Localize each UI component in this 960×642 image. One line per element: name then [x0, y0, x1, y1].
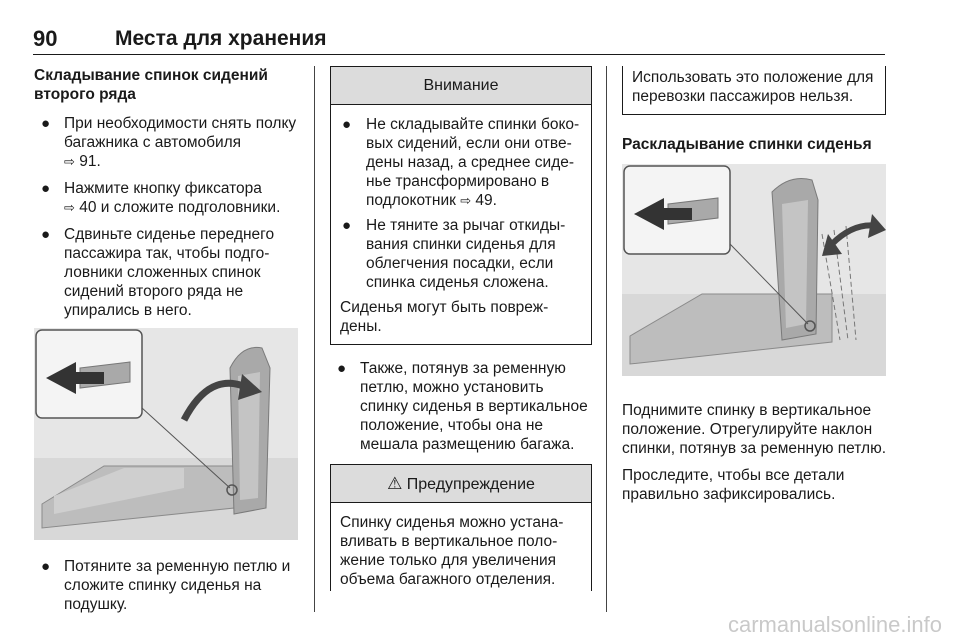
warning-box — [330, 464, 592, 591]
fold-heading: Складывание спинок сидений второго ряда — [34, 67, 268, 103]
list-item: ● Также, потянув за ременную петлю, можно установить спинку сиденья в вертикальное положение, чтобы она не мешала размещению багажа. — [337, 360, 588, 453]
column-1 — [34, 66, 300, 622]
unfold-paragraph-1: Поднимите спинку в вертикальное положение. Отрегулируйте наклон спинки, потянув за ременную петлю. — [622, 402, 887, 457]
notice-footer: Сиденья могут быть повреж-дены. — [340, 299, 549, 335]
bullet-icon: ● — [342, 217, 352, 234]
list-item: ● Сдвиньте сиденье переднего пассажира так, чтобы подго-ловники сложенных спинок сидений второго ряда не упирались в него. — [41, 226, 275, 319]
column-3 — [622, 66, 886, 504]
warning-title: Предупреждение — [406, 476, 535, 493]
bullet-icon: ● — [41, 226, 51, 243]
unfold-paragraph-2: Проследите, чтобы все детали правильно зафиксировались. — [622, 467, 845, 503]
page-ref-icon: ⇨ — [460, 193, 472, 208]
notice-body — [331, 105, 591, 344]
seat-unfolding-illustration — [622, 164, 886, 381]
list-item: ● Не складывайте спинки боко-вых сидений, если они отве-дены назад, а среднее сиде-нье трансформировано в подлокотник ⇨ 49. — [342, 116, 580, 209]
list-item: ● Не тяните за рычаг откиды-вания спинки сиденья для облегчения посадки, если спинка сиденья сложена. — [342, 217, 566, 291]
column-divider — [606, 66, 607, 612]
page-ref-icon: ⇨ — [64, 154, 75, 169]
steps-list-3 — [330, 359, 592, 454]
bullet-icon: ● — [41, 180, 51, 197]
column-2 — [330, 66, 592, 591]
column-divider — [314, 66, 315, 612]
warning-body — [331, 503, 591, 591]
bullet-icon: ● — [41, 558, 51, 575]
steps-list-2 — [34, 557, 300, 614]
unfold-heading: Раскладывание спинки сиденья — [622, 136, 872, 153]
page-ref-icon: ⇨ — [64, 200, 75, 215]
notice-box — [330, 66, 592, 345]
seat-folding-illustration — [34, 328, 298, 545]
watermark: carmanualsonline.info — [727, 612, 942, 637]
bullet-icon: ● — [342, 116, 352, 133]
page-number: 90 — [33, 26, 58, 51]
list-item: ● При необходимости снять полку багажника с автомобиля ⇨ 91. — [41, 115, 297, 170]
page-header — [33, 26, 885, 55]
warning-triangle-icon: ⚠ — [387, 474, 403, 493]
warning-header — [331, 465, 591, 503]
warning-text-continued: Использовать это положение для перевозки пассажиров нельзя. — [632, 69, 874, 105]
bullet-icon: ● — [41, 115, 51, 132]
warning-text: Спинку сиденья можно устана-вливать в вертикальное поло-жение только для увеличения объема багажного отделения. — [340, 514, 564, 588]
warning-box-continued — [622, 66, 886, 115]
list-item: ● Потяните за ременную петлю и сложите спинку сиденья на подушку. — [41, 558, 291, 613]
notice-title: Внимание — [331, 67, 591, 105]
section-title: Места для хранения — [115, 27, 327, 50]
steps-list — [34, 114, 300, 320]
list-item: ● Нажмите кнопку фиксатора ⇨ 40 и сложите подголовники. — [41, 180, 281, 216]
bullet-icon: ● — [337, 360, 347, 377]
